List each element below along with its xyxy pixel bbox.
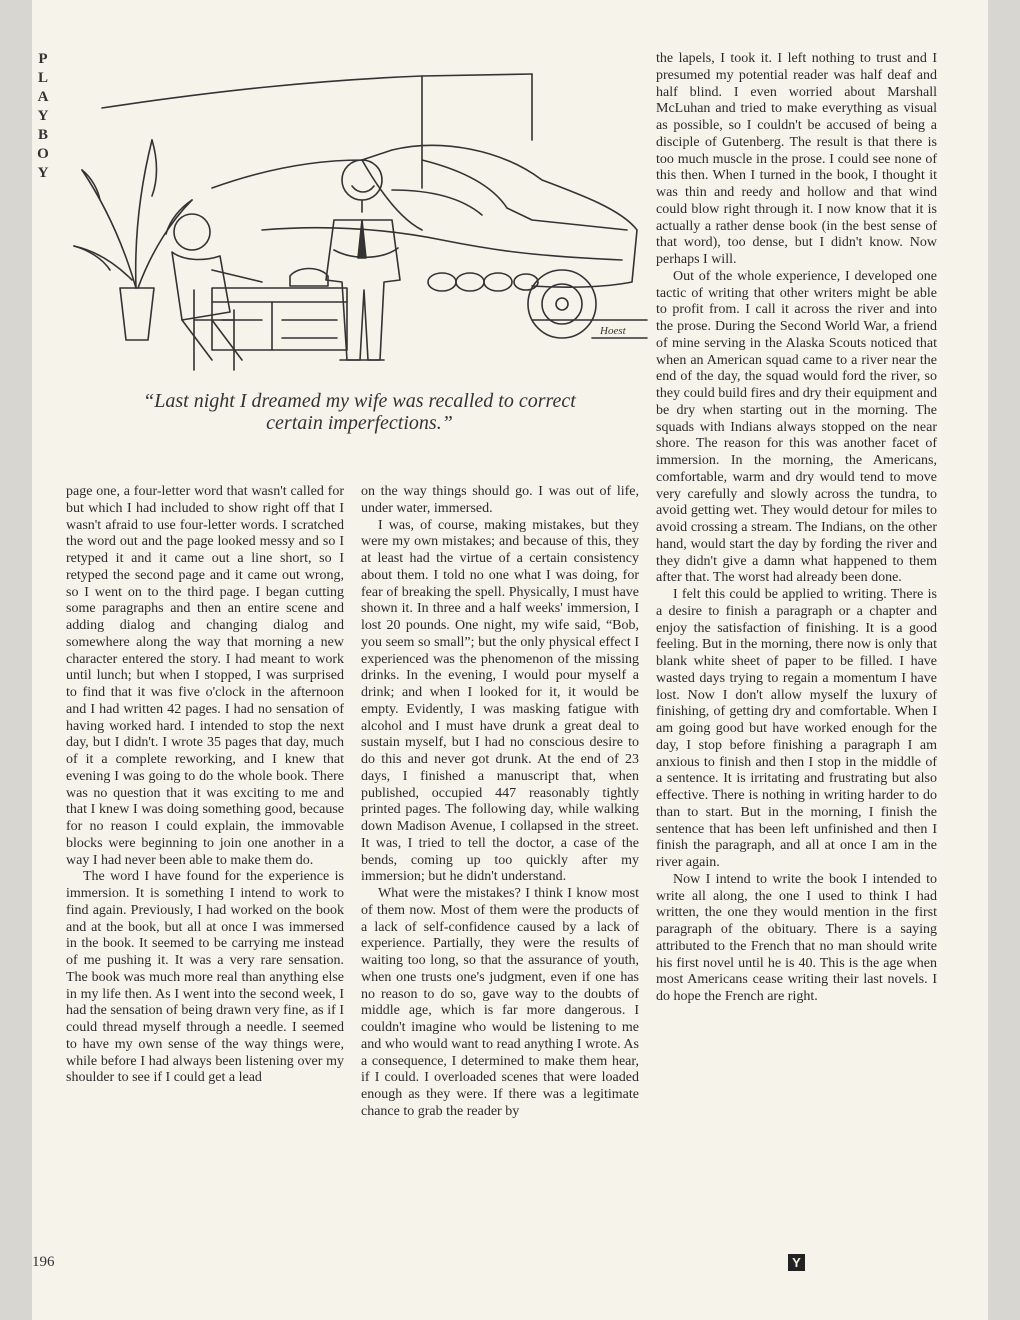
article-column-3 xyxy=(656,51,937,1006)
magazine-page xyxy=(32,0,988,1320)
article-paragraph: I felt this could be applied to writing. There is a desire to finish a paragraph or a chapter and enjoy the satisfaction of finishing. It is a good feeling. But in the morning, there now is only that blank white sheet of paper to be filled. I have wasted days trying to regain a momentum I have lost. Now I don't allow myself the luxury of finishing, of getting dry and comfortable. When I am going good but have worked enough for the day, I stop before finishing a paragraph I am anxious to finish and then I stop in the middle of a sentence. It is irritating and frustrating but also effective. There is nothing in writing harder to do than to start. But in the morning, I finish the sentence that has been left unfinished and then I finish the paragraph, and all at once I am in the river again. xyxy=(656,587,937,870)
page-number: 196 xyxy=(32,1254,55,1270)
article-paragraph: The word I have found for the experience is immersion. It is something I intend to work to find again. Previously, I had worked on the book and at the book, but all at once I was immersed in the book. It seemed to be carrying me instead of me pushing it. It was a very rare sensation. The book was much more real than anything else in my life then. As I went into the second week, I had the sensation of being drawn very fine, as if I could thread myself through a needle. I seemed to have my own sense of the way things were, while before I had always been listening over my shoulder to see if I could get a lead xyxy=(66,869,344,1086)
article-paragraph: page one, a four-letter word that wasn't called for but which I had included to show right off that I wasn't afraid to use four-letter words. I scratched the word out and the page looked messy and so I retyped it and it came out a line short, so I retyped the second page and it came out wrong, so I went on to the third page. I began cutting some paragraphs and then an entire scene and adding dialog and changing dialog and somewhere along the way that morning a new character entered the story. I had meant to work until lunch; but when I stopped, I was surprised to find that it was five o'clock in the afternoon and I had written 42 pages. I had no sensation of having worked hard. I intended to stop the next day, but I didn't. I wrote 35 pages that day, much of it a complete reworking, and I knew that evening I was going to do the whole book. There was no question that it was exciting to me and that I knew I was doing something good, because for no reason I could explain, the immovable blocks were beginning to join one another in a way I had never been able to make them do. xyxy=(66,484,344,868)
article-paragraph: on the way things should go. I was out of life, under water, immersed. xyxy=(361,484,639,516)
article-paragraph: I was, of course, making mistakes, but they were my own mistakes; and because of this, they at least had the virtue of a certain consistency about them. I told no one what I was doing, for fear of breaking the spell. Physically, I must have shown it. In three and a half weeks' immersion, I lost 20 pounds. One night, my wife said, “Bob, you seem so small”; but the only physical effect I experienced was the phenomenon of the missing drinks. In the evening, I would pour myself a drink; and when I looked for it, it would be empty. Evidently, I was masking fatigue with alcohol and I must have drunk a great deal to sustain myself, but I had no conscious desire to do this and never got drunk. At the end of 23 days, I finished a manuscript that, when published, occupied 447 reasonably tightly printed pages. The following day, while walking down Madison Avenue, I collapsed in the street. It was, I tried to tell the doctor, a case of the bends, coming up too quickly after my immersion; but he didn't understand. xyxy=(361,517,639,885)
cartoon-illustration xyxy=(62,20,662,400)
masthead-letter: P xyxy=(38,51,48,67)
article-paragraph: What were the mistakes? I think I know most of them now. Most of them were the products of a lack of self-confidence caused by a lack of experience. Partially, they were the results of waiting too long, so that the assurance of youth, when one trusts one's judgment, even if one has no reason to do so, gave way to the doubts of middle age, which is far more dangerous. I couldn't imagine who would be listening to me and who would want to read anything I wrote. As a consequence, I determined to make them hear, if I could. I overloaded scenes that were loaded enough as they were. If there was a legitimate chance to grab the reader by xyxy=(361,886,639,1119)
article-paragraph: the lapels, I took it. I left nothing to trust and I presumed my potential reader was half deaf and half blind. I even worried about Marshall McLuhan and tried to make everything as visual as possible, so I couldn't be accused of being a disciple of Gutenberg. The result is that there is too much muscle in the prose. I could see none of this then. When I turned in the book, I thought it was thin and reedy and hollow and that wind could blow right through it. I now know that it is actually a rather dense book (in the best sense of that word), too dense, but I didn't know. Now perhaps I will. xyxy=(656,51,937,267)
cartoon-caption: “Last night I dreamed my wife was recalled to correct certain imperfections.” xyxy=(143,390,576,434)
cartoonist-signature: Hoest xyxy=(600,325,626,337)
masthead-letter: O xyxy=(37,146,49,162)
masthead-letter: L xyxy=(37,70,48,86)
masthead-letter: Y xyxy=(37,108,49,124)
article-paragraph: Now I intend to write the book I intended to write all along, the one I used to think I had written, the one they would mention in the first paragraph of the obituary. There is a saying attributed to the French that no man should write his first novel until he is 40. This is the age when most Americans cease writing their last novels. I do hope the French are right. xyxy=(656,871,937,1004)
article-column-2 xyxy=(361,484,639,1121)
article-paragraph: Out of the whole experience, I developed one tactic of writing that other writers might be able to profit from. I call it across the river and into the prose. During the Second World War, a friend of mine serving in the Alaska Scouts noticed that when an American squad came to a river near the end of the day, the squad would ford the river, so they could build fires and dry their equipment and be dry when starting out in the morning. The squads with Indians always stopped on the near shore. The reason for this was another facet of immersion. In the morning, the Americans, comfortable, warm and dry would tend to move very carefully and slowly across the tundra, to avoid getting wet. They would detour for miles to avoid crossing a stream. The Indians, on the other hand, would start the day by fording the river and they didn't give a damn what happened to them after that. The worst had already been done. xyxy=(656,268,937,586)
masthead-letter: A xyxy=(37,89,49,105)
article-column-1 xyxy=(66,484,344,1087)
masthead-letter: B xyxy=(37,127,48,143)
end-mark-icon: Y xyxy=(788,1254,805,1271)
masthead-vertical xyxy=(32,50,54,183)
masthead-letter: Y xyxy=(37,165,49,181)
